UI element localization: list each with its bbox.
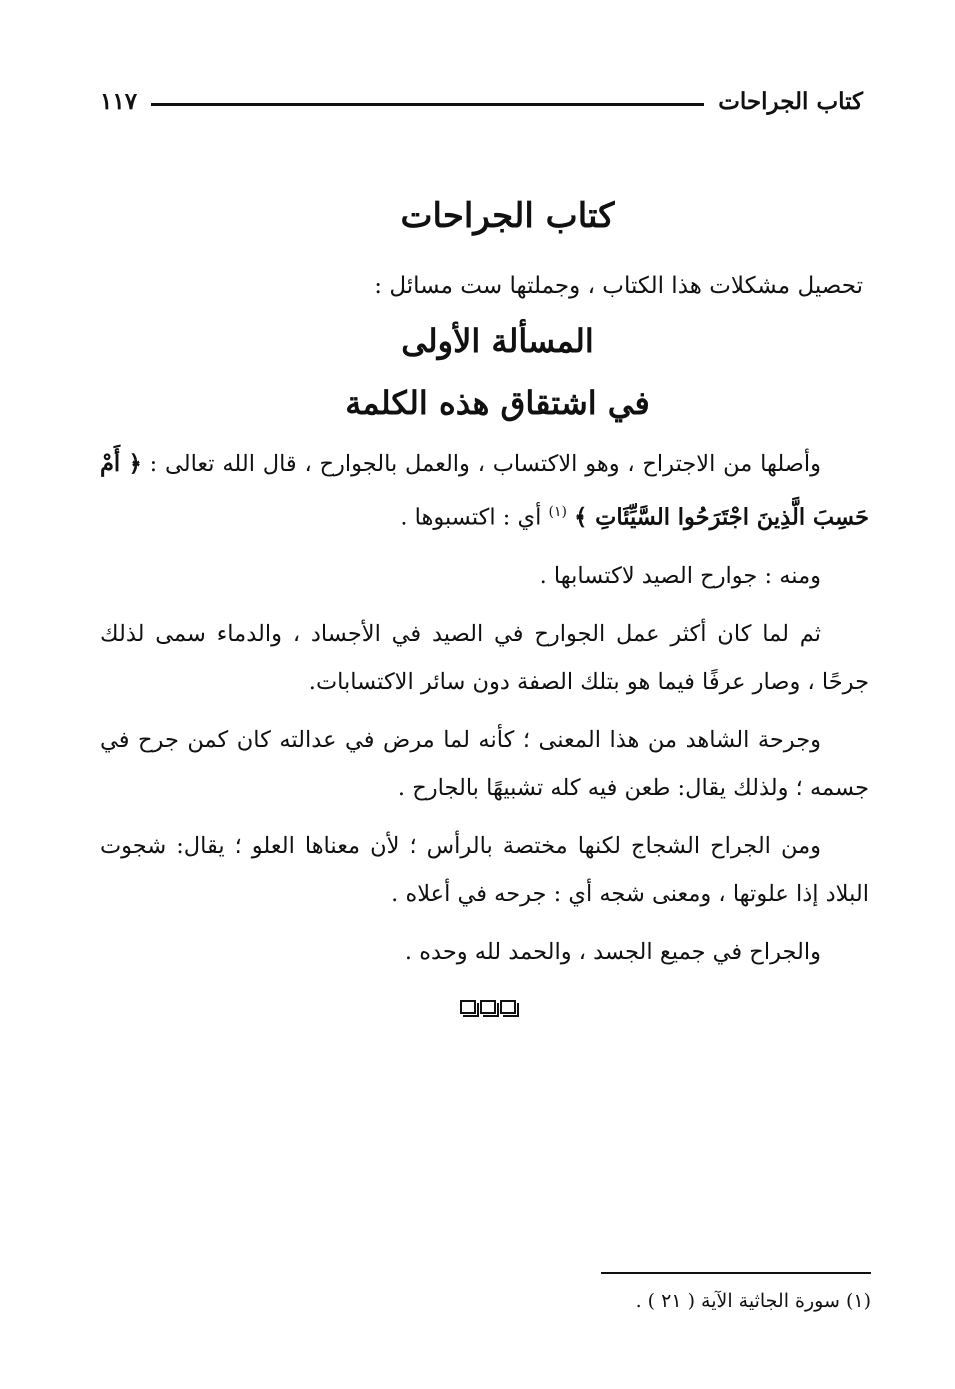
issue-subtitle: في اشتقاق هذه الكلمة [345, 384, 650, 422]
quran-verse: ﴿ أَمْ حَسِبَ الَّذِينَ اجْتَرَحُوا السَّيِّئَاتِ ﴾ [100, 451, 869, 531]
paragraph-5: ومن الجراح الشجاج لكنها مختصة بالرأس ؛ لأن معناها العلو ؛ يقال: شجوت البلاد إذا علوتها ، ومعنى شجه أي : جرحه في أعلاه . [100, 832, 869, 907]
running-title: كتاب الجراحات [718, 87, 863, 115]
footnote: (١) سورة الجاثية الآية ( ٢١ ) . [635, 1290, 871, 1312]
paragraph-3: ثم لما كان أكثر عمل الجوارح في الصيد في الأجساد ، والدماء سمى لذلك جرحًا ، وصار عرفًا فيما هو بتلك الصفة دون سائر الاكتسابات. [100, 620, 869, 695]
paragraph-1 [100, 440, 869, 542]
footnote-reference: (١) [548, 504, 567, 520]
ornament-box-icon [460, 1000, 476, 1014]
body-text [100, 440, 869, 986]
ornament-box-icon [500, 1000, 516, 1014]
footnote-rule [601, 1272, 871, 1274]
intro-line: تحصيل مشكلات هذا الكتاب ، وجملتها ست مسائل : [374, 273, 863, 299]
book-title: كتاب الجراحات [400, 196, 615, 236]
paragraph-1-explanation: أي : اكتسبوها . [400, 504, 542, 531]
paragraph-4: وجرحة الشاهد من هذا المعنى ؛ كأنه لما مرض في عدالته كان كمن جرح في جسمه ؛ ولذلك يقال: طعن فيه كله تشبيهًا بالجارح . [100, 726, 869, 801]
paragraph-2: ومنه : جوارح الصيد لاكتسابها . [539, 562, 821, 589]
ornament-box-icon [480, 1000, 496, 1014]
page-number: ١١٧ [100, 87, 138, 115]
paragraph-6: والجراح في جميع الجسد ، والحمد لله وحده . [404, 938, 821, 965]
end-ornament [0, 1000, 955, 1014]
header-rule [151, 103, 704, 106]
issue-title: المسألة الأولى [401, 322, 594, 360]
running-header [100, 78, 863, 124]
paragraph-1-text: وأصلها من الاجتراح ، وهو الاكتساب ، والعمل بالجوارح ، قال الله تعالى : [149, 451, 821, 477]
